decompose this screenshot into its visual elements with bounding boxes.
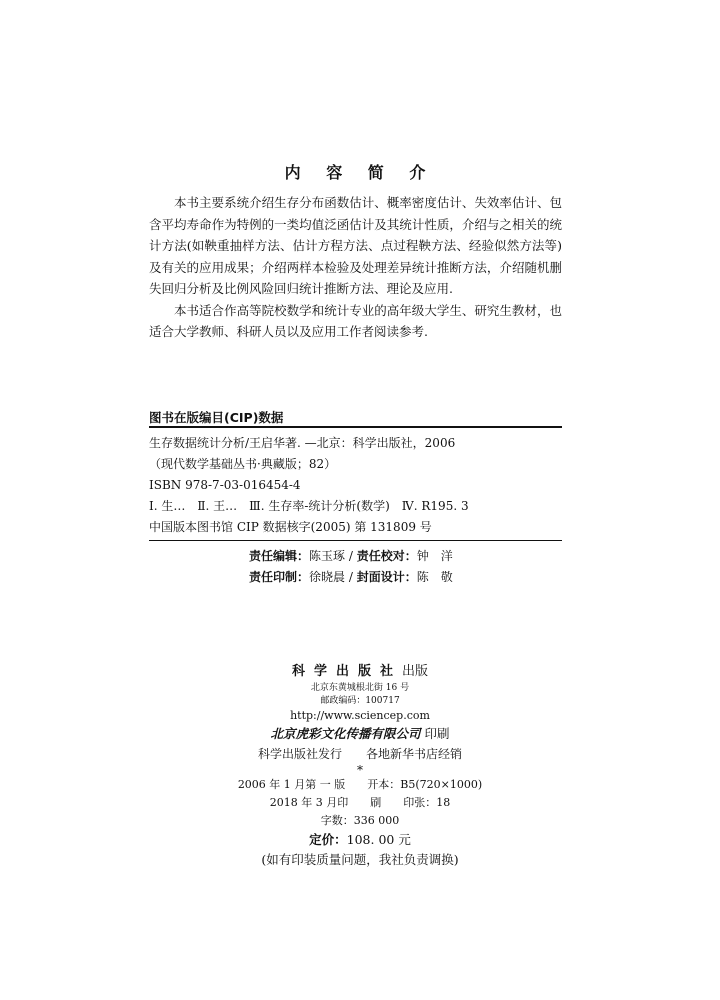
credit-name: 钟 洋 [416, 549, 453, 563]
page-title: 内 容 简 介 [284, 163, 436, 182]
price-line [160, 830, 560, 850]
cip-bottom-rule [149, 540, 562, 541]
printer-line [160, 724, 560, 744]
printing-line: 2018 年 3 月印 刷 印张：18 [269, 796, 451, 809]
publisher-line [160, 662, 560, 682]
publisher-postcode: 邮政编码：100717 [320, 696, 400, 706]
edition-line: 2006 年 1 月第 一 版 开本：B5(720×1000) [237, 778, 483, 791]
word-count: 字数：336 000 [320, 814, 400, 827]
credit-label: 责任印制： [249, 570, 310, 584]
publisher-suffix: 出版 [402, 664, 429, 679]
credit-label: 封面设计： [356, 570, 417, 584]
credit-label: 责任编辑： [249, 549, 310, 563]
credit-name: 徐晓晨 [309, 570, 346, 584]
abstract-paragraph: 本书主要系统介绍生存分布函数估计、概率密度估计、失效率估计、包含平均寿命作为特例的一类均值泛函估计及其统计性质，介绍与之相关的统计方法(如鞅重抽样方法、估计方程方法、点过程鞅方法、经验似然方法等)及有关的应用成果；介绍两样本检验及处理差异统计推断方法，介绍随机删失回归分析及比例风险回归统计推断方法、理论及应用. [149, 195, 562, 296]
printer-name: 北京虎彩文化传播有限公司 [270, 726, 421, 741]
abstract-section [149, 192, 562, 343]
abstract-paragraph: 本书适合作高等院校数学和统计专业的高年级大学生、研究生教材，也适合大学教师、科研人员以及应用工作者阅读参考. [149, 302, 562, 339]
quality-note: (如有印装质量问题，我社负责调换) [261, 852, 459, 867]
price-label: 定价： [309, 832, 347, 847]
staff-row [249, 546, 453, 567]
publisher-name: 科学出版社 [291, 664, 402, 679]
credit-separator: / [345, 549, 357, 563]
cip-heading: 图书在版编目(CIP)数据 [149, 410, 284, 425]
distribution-line: 科学出版社发行 各地新华书店经销 [257, 747, 462, 761]
separator-star: * [357, 763, 363, 777]
credit-name: 陈玉琢 [309, 549, 346, 563]
printer-suffix: 印刷 [420, 726, 450, 741]
cip-line-title: 生存数据统计分析/王启华著. —北京：科学出版社，2006 [149, 436, 456, 450]
credit-name: 陈 敬 [416, 570, 453, 584]
cip-line-number: 中国版本图书馆 CIP 数据核字(2005) 第 131809 号 [149, 520, 432, 534]
cip-line-isbn: ISBN 978-7-03-016454-4 [149, 478, 301, 492]
staff-credits [249, 546, 453, 588]
publisher-address: 北京东黄城根北街 16 号 [310, 683, 410, 693]
price-value: 108. 00 元 [346, 832, 411, 847]
cip-record [149, 433, 562, 538]
credit-separator: / [345, 570, 357, 584]
publisher-url: http://www.sciencep.com [290, 709, 430, 722]
credit-label: 责任校对： [356, 549, 417, 563]
cip-line-series: （现代数学基础丛书·典藏版；82） [149, 457, 337, 471]
cip-line-classification: Ⅰ. 生… Ⅱ. 王… Ⅲ. 生存率-统计分析(数学) Ⅳ. R195. 3 [149, 499, 469, 513]
staff-row [249, 567, 453, 588]
cip-top-rule [149, 426, 562, 428]
imprint-block [160, 662, 560, 870]
